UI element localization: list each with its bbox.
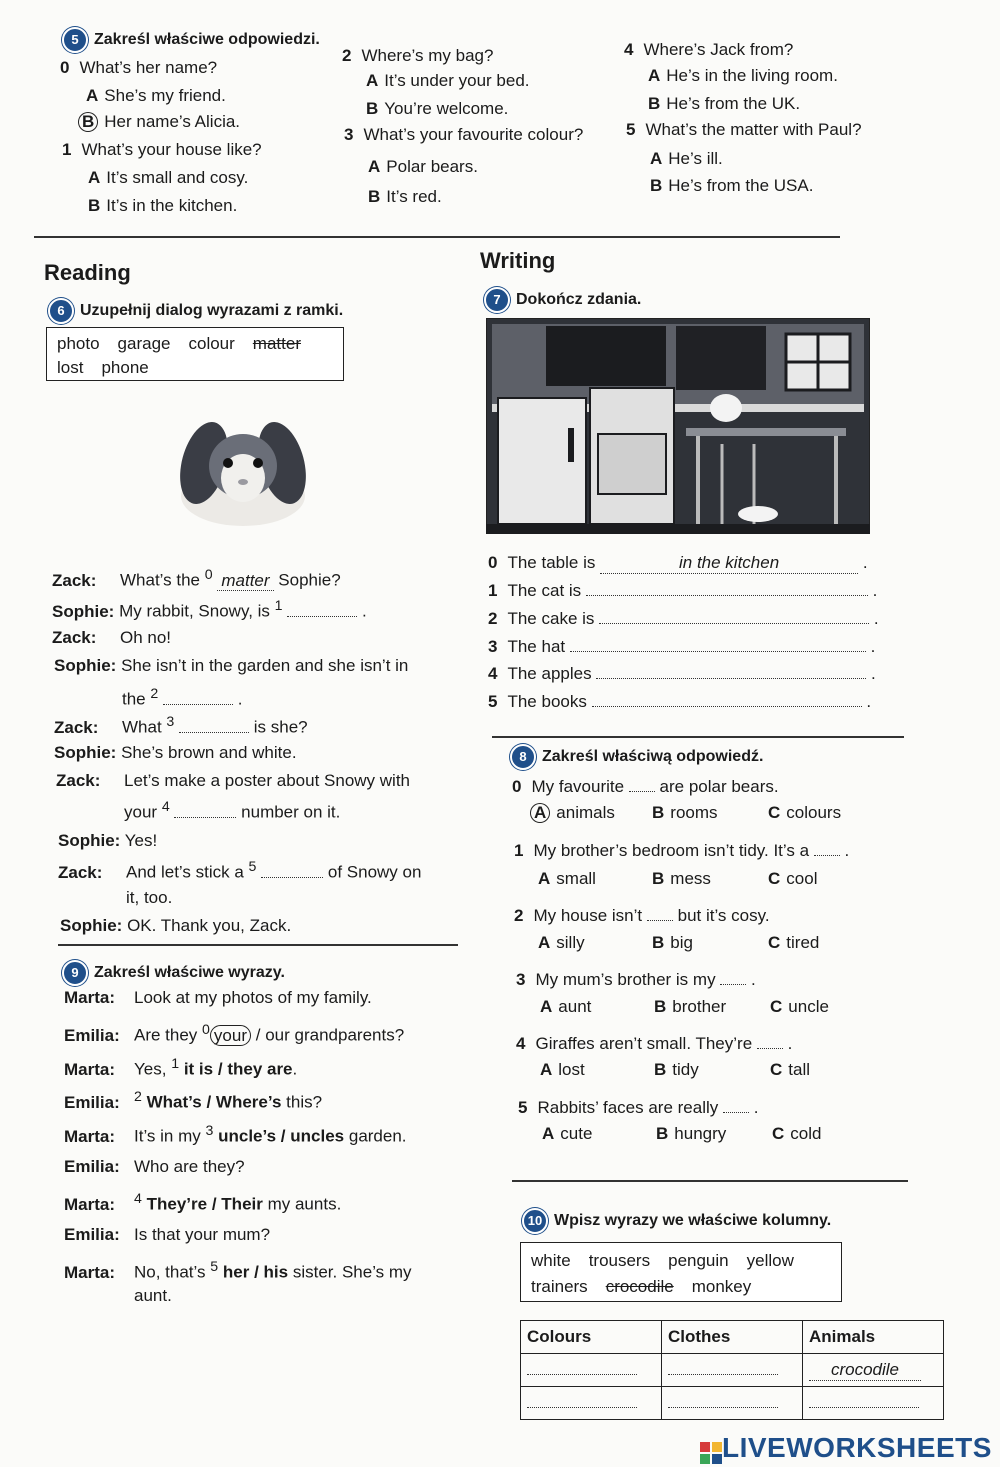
choice-5b[interactable]: his	[263, 1262, 289, 1282]
ex8-q0-c[interactable]: C colours	[768, 803, 842, 822]
liveworksheets-logo: LIVEWORKSHEETS	[700, 1432, 992, 1464]
ex6-line-1: Sophie: My rabbit, Snowy, is $^1$ .	[52, 598, 367, 621]
ex5-q3-b[interactable]: B It’s red.	[368, 187, 442, 206]
circled-answer: B	[78, 112, 98, 132]
column-clothes: Clothes	[662, 1321, 803, 1354]
ex5-badge: 5	[62, 27, 88, 53]
ex5-q2: 2 Where’s my bag?	[342, 46, 494, 65]
ex8-q3-a[interactable]: A aunt	[540, 997, 592, 1016]
example-answer: matter	[217, 571, 273, 591]
ex9-line-9: aunt.	[134, 1286, 172, 1305]
ex8-q2: 2 My house isn’t but it’s cosy.	[514, 906, 770, 925]
logo-icon	[700, 1442, 722, 1464]
ex5-q4: 4 Where’s Jack from?	[624, 40, 794, 59]
ex9-line-5: Emilia: Who are they?	[64, 1157, 245, 1176]
ex8-instruction: Zakreśl właściwą odpowiedź.	[542, 748, 764, 766]
ex5-q0-b[interactable]: B Her name’s Alicia.	[78, 112, 240, 132]
ex6-line-4: the $^2$ .	[122, 686, 243, 709]
cell-animals-2[interactable]	[803, 1387, 944, 1420]
ex7-item-3: 3 The hat .	[488, 637, 876, 656]
ex6-word-box: photo garage colour matter lost phone	[46, 327, 344, 381]
ex8-q3-c[interactable]: C uncle	[770, 997, 829, 1016]
ex10-word-box: white trousers penguin yellow trainers crocodile monkey	[520, 1242, 842, 1302]
ex6-line-6: Sophie: She’s brown and white.	[54, 743, 297, 762]
ex6-header	[48, 298, 343, 324]
ex9-line-3: Emilia: $^2$ What’s / Where’s this?	[64, 1089, 323, 1112]
choice-3a[interactable]: uncle’s	[218, 1126, 277, 1146]
ex6-badge: 6	[48, 298, 74, 324]
answer-blank-1[interactable]	[586, 581, 868, 596]
ex8-q2-a[interactable]: A silly	[538, 933, 585, 952]
answer-blank-3[interactable]	[570, 637, 866, 652]
ex9-header	[62, 960, 285, 986]
writing-heading: Writing	[480, 248, 556, 273]
ex7-divider	[492, 736, 904, 738]
cell-clothes-1[interactable]	[662, 1354, 803, 1387]
ex9-line-0: Marta: Look at my photos of my family.	[64, 988, 372, 1007]
example-answer: in the kitchen	[600, 553, 858, 574]
choice-2a[interactable]: What’s	[146, 1092, 202, 1112]
choice-2b[interactable]: Where’s	[215, 1092, 282, 1112]
ex8-q2-b[interactable]: B big	[652, 933, 693, 952]
ex5-q5-a[interactable]: A He’s ill.	[650, 149, 723, 168]
ex6-line-3: Sophie: She isn’t in the garden and she isn’t in	[54, 656, 409, 675]
answer-blank-4[interactable]	[596, 664, 866, 679]
ex8-q3-b[interactable]: B brother	[654, 997, 727, 1016]
gap-2[interactable]	[163, 690, 233, 705]
ex6-divider	[58, 944, 458, 946]
ex5-q1-a[interactable]: A It’s small and cosy.	[88, 168, 249, 187]
ex6-line-11: it, too.	[126, 888, 173, 907]
ex9-line-1: Emilia: Are they $^0$ your / our grandparents?	[64, 1022, 405, 1045]
ex6-line-0: Zack: What’s the $^0$ matter Sophie?	[52, 567, 341, 590]
ex6-line-9: Sophie: Yes!	[58, 831, 158, 850]
answer-blank-5[interactable]	[592, 692, 862, 707]
ex8-q0-b[interactable]: B rooms	[652, 803, 718, 822]
ex8-q0-a[interactable]: A animals	[530, 803, 615, 822]
ex10-badge: 10	[522, 1208, 548, 1234]
gap-1[interactable]	[287, 602, 357, 617]
ex5-q2-b[interactable]: B You’re welcome.	[366, 99, 509, 118]
cell-animals-1: crocodile	[803, 1354, 944, 1387]
ex9-line-2: Marta: Yes, $^1$ it is / they are.	[64, 1056, 298, 1079]
ex8-q1-b[interactable]: B mess	[652, 869, 711, 888]
ex6-line-5: Zack: What $^3$ is she?	[54, 714, 308, 737]
ex9-instruction: Zakreśl właściwe wyrazy.	[94, 964, 285, 982]
ex8-q5-b[interactable]: B hungry	[656, 1124, 727, 1143]
ex8-q4-c[interactable]: C tall	[770, 1060, 811, 1079]
ex8-q4-b[interactable]: B tidy	[654, 1060, 699, 1079]
ex8-q1-c[interactable]: C cool	[768, 869, 818, 888]
reading-heading: Reading	[44, 260, 131, 285]
ex8-q4: 4 Giraffes aren’t small. They’re .	[516, 1034, 793, 1053]
ex8-q4-a[interactable]: A lost	[540, 1060, 585, 1079]
ex6-line-8: your $^4$ number on it.	[124, 799, 341, 822]
ex6-instruction: Uzupełnij dialog wyrazami z ramki.	[80, 302, 344, 320]
ex6-line-12: Sophie: OK. Thank you, Zack.	[60, 916, 292, 935]
ex8-q3-options	[540, 997, 829, 1017]
ex7-instruction: Dokończ zdania.	[516, 291, 642, 309]
ex5-q3-a[interactable]: A Polar bears.	[368, 157, 478, 176]
ex9-line-8: Marta: No, that’s $^5$ her / his sister. She’s my	[64, 1259, 412, 1282]
ex8-q5-c[interactable]: C cold	[772, 1124, 822, 1143]
choice-5a[interactable]: her	[222, 1262, 250, 1282]
gap-4[interactable]	[174, 803, 236, 818]
choice-4b[interactable]: Their	[221, 1194, 263, 1214]
ex8-divider	[512, 1180, 908, 1182]
ex8-q5-a[interactable]: A cute	[542, 1124, 593, 1143]
ex7-item-1: 1 The cat is .	[488, 581, 878, 600]
ex5-q1: 1 What’s your house like?	[62, 140, 262, 159]
ex8-header	[510, 744, 763, 770]
ex5-q3: 3 What’s your favourite colour?	[344, 125, 584, 144]
cell-colours-2[interactable]	[521, 1387, 662, 1420]
ex8-q0: 0 My favourite are polar bears.	[512, 777, 779, 796]
ex5-q5-b[interactable]: B He’s from the USA.	[650, 176, 814, 195]
cell-clothes-2[interactable]	[662, 1387, 803, 1420]
ex7-item-2: 2 The cake is .	[488, 609, 879, 628]
ex8-q0-options	[530, 803, 842, 823]
choice-1b[interactable]: they are	[227, 1059, 293, 1079]
answer-blank-2[interactable]	[599, 609, 869, 624]
ex8-q5-options	[542, 1124, 822, 1144]
ex8-q2-options	[538, 933, 820, 953]
section-divider	[34, 236, 840, 238]
ex5-q5: 5 What’s the matter with Paul?	[626, 120, 862, 139]
ex7-header	[484, 287, 641, 313]
choice-1a[interactable]: it is	[183, 1059, 214, 1079]
ex8-q4-options	[540, 1060, 811, 1080]
ex7-item-4: 4 The apples .	[488, 664, 876, 683]
ex8-q1-options	[538, 869, 818, 889]
circled-answer: A	[530, 803, 550, 823]
ex7-badge: 7	[484, 287, 510, 313]
ex9-badge: 9	[62, 960, 88, 986]
ex7-item-0: 0 The table is in the kitchen .	[488, 553, 868, 572]
ex5-instruction: Zakreśl właściwe odpowiedzi.	[94, 31, 320, 49]
ex8-badge: 8	[510, 744, 536, 770]
rabbit-illustration	[168, 418, 318, 528]
ex5-q0-a[interactable]: A She’s my friend.	[86, 86, 226, 105]
ex5-q4-a[interactable]: A He’s in the living room.	[648, 66, 838, 85]
column-animals: Animals	[803, 1321, 944, 1354]
ex10-instruction: Wpisz wyrazy we właściwe kolumny.	[554, 1212, 832, 1230]
ex6-line-7: Zack: Let’s make a poster about Snowy with	[56, 771, 411, 790]
gap-3[interactable]	[179, 718, 249, 733]
kitchen-illustration	[486, 318, 870, 534]
ex5-q1-b[interactable]: B It’s in the kitchen.	[88, 196, 238, 215]
cell-colours-1[interactable]	[521, 1354, 662, 1387]
ex5-q2-a[interactable]: A It’s under your bed.	[366, 71, 530, 90]
choice-3b[interactable]: uncles	[290, 1126, 345, 1146]
ex5-q0: 0 What’s her name?	[60, 58, 218, 77]
ex9-line-7: Emilia: Is that your mum?	[64, 1225, 271, 1244]
choice-4a[interactable]: They’re	[146, 1194, 208, 1214]
ex10-header	[522, 1208, 831, 1234]
ex9-line-4: Marta: It’s in my $^3$ uncle’s / uncles garden.	[64, 1123, 407, 1146]
ex8-q1: 1 My brother’s bedroom isn’t tidy. It’s a .	[514, 841, 850, 860]
column-colours: Colours	[521, 1321, 662, 1354]
ex8-q2-c[interactable]: C tired	[768, 933, 820, 952]
ex6-line-2: Zack: Oh no!	[52, 628, 172, 647]
gap-5[interactable]	[261, 863, 323, 878]
ex8-q5: 5 Rabbits’ faces are really .	[518, 1098, 759, 1117]
circled-choice: your	[210, 1025, 251, 1046]
ex7-item-5: 5 The books .	[488, 692, 872, 711]
ex5-header	[62, 27, 320, 53]
ex9-line-6: Marta: $^4$ They’re / Their my aunts.	[64, 1191, 342, 1214]
ex8-q1-a[interactable]: A small	[538, 869, 596, 888]
ex10-columns-table	[520, 1320, 944, 1420]
ex8-q3: 3 My mum’s brother is my .	[516, 970, 756, 989]
ex6-line-10: Zack: And let’s stick a $^5$ of Snowy on	[58, 859, 422, 882]
ex5-q4-b[interactable]: B He’s from the UK.	[648, 94, 801, 113]
